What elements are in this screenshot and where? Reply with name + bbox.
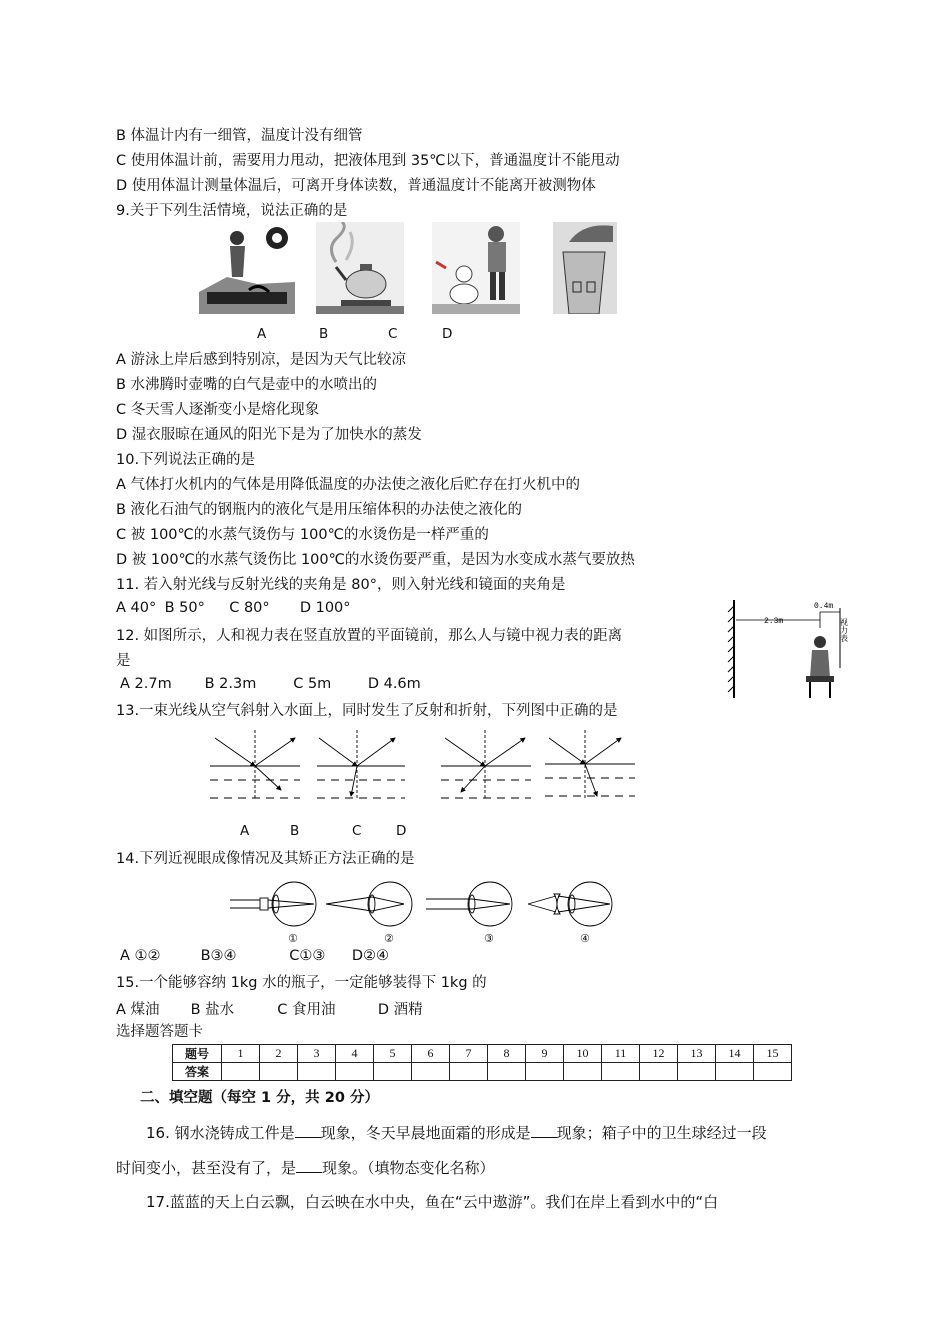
refraction-diagrams <box>205 730 645 810</box>
eye-chart-label: 视力表 <box>839 618 849 642</box>
answer-card-number: 6 <box>412 1045 450 1063</box>
q15-option-d: D 酒精 <box>377 1002 423 1018</box>
refraction-diagram-b <box>317 730 405 800</box>
eye-diagram-1 <box>230 882 316 926</box>
distance-label-1: 2.3m <box>764 617 784 626</box>
q14-option-b: B③④ <box>200 948 237 964</box>
q14-pic-label-3: ③ <box>484 932 494 945</box>
q12-options <box>120 676 421 692</box>
refraction-diagram-c <box>441 730 531 800</box>
q16-line2 <box>116 1158 495 1178</box>
snowman-picture <box>432 222 520 314</box>
drying-clothes-picture <box>553 222 617 314</box>
q10-stem: 10.下列说法正确的是 <box>116 452 256 468</box>
q16-part3: 现象；箱子中的卫生球经过一段 <box>556 1124 767 1142</box>
q9-pic-label-a: A <box>257 326 267 342</box>
q12-option-b: B 2.3m <box>204 676 257 692</box>
answer-card-number: 9 <box>526 1045 564 1063</box>
answer-cell[interactable] <box>222 1063 260 1081</box>
q13-pic-label-d: D <box>396 823 407 839</box>
eye-diagram-4 <box>528 882 612 926</box>
q16-part5: 现象。（填物态变化名称） <box>322 1159 495 1177</box>
q11-option-b: B 50° <box>164 600 205 616</box>
q10-option-a: A 气体打火机内的气体是用降低温度的办法使之液化后贮存在打火机中的 <box>116 477 581 493</box>
answer-cell[interactable] <box>640 1063 678 1081</box>
mirror-eye-chart-figure <box>726 598 860 702</box>
q13-pic-label-c: C <box>352 823 362 839</box>
answer-cell[interactable] <box>488 1063 526 1081</box>
q10-option-d: D 被 100℃的水蒸气烫伤比 100℃的水烫伤要严重，是因为水变成水蒸气要放热 <box>116 552 635 568</box>
answer-cell[interactable] <box>602 1063 640 1081</box>
q12-stem-line1: 12. 如图所示，人和视力表在竖直放置的平面镜前，那么人与镜中视力表的距离 <box>116 628 623 644</box>
refraction-diagram-a <box>210 730 300 800</box>
answer-card-number: 4 <box>336 1045 374 1063</box>
q16-blank-2[interactable] <box>531 1123 557 1138</box>
q9-pic-label-b: B <box>319 326 329 342</box>
q11-options <box>116 600 351 616</box>
q13-pic-label-a: A <box>240 823 250 839</box>
q9-option-a: A 游泳上岸后感到特别凉，是因为天气比较凉 <box>116 352 407 368</box>
answer-card-number-row <box>173 1045 792 1063</box>
answer-card-number-head: 题号 <box>173 1045 222 1063</box>
q9-stem: 9.关于下列生活情境，说法正确的是 <box>116 203 348 219</box>
q16-blank-3[interactable] <box>296 1158 322 1173</box>
answer-card-number: 7 <box>450 1045 488 1063</box>
answer-cell[interactable] <box>374 1063 412 1081</box>
q8-option-d: D 使用体温计测量体温后，可离开身体读数，普通温度计不能离开被测物体 <box>116 178 596 194</box>
q15-option-a: A 煤油 <box>116 1002 160 1018</box>
refraction-diagram-d <box>545 730 635 800</box>
q12-option-a: A 2.7m <box>120 676 172 692</box>
answer-card-title: 选择题答题卡 <box>116 1024 203 1040</box>
q9-option-c: C 冬天雪人逐渐变小是熔化现象 <box>116 402 320 418</box>
q9-option-d: D 湿衣服晾在通风的阳光下是为了加快水的蒸发 <box>116 427 422 443</box>
answer-card-number: 8 <box>488 1045 526 1063</box>
q12-option-c: C 5m <box>293 676 332 692</box>
q8-option-c: C 使用体温计前，需要用力甩动，把液体甩到 35℃以下，普通温度计不能甩动 <box>116 153 620 169</box>
q9-pic-label-c: C <box>388 326 398 342</box>
q10-option-c: C 被 100℃的水蒸气烫伤与 100℃的水烫伤是一样严重的 <box>116 527 489 543</box>
answer-card-number: 2 <box>260 1045 298 1063</box>
answer-cell[interactable] <box>412 1063 450 1081</box>
eye-diagram-2 <box>326 882 412 926</box>
q14-stem: 14.下列近视眼成像情况及其矫正方法正确的是 <box>116 851 415 867</box>
answer-card-number: 14 <box>716 1045 754 1063</box>
q14-option-a: A ①② <box>120 948 161 964</box>
section2-title: 二、填空题（每空 1 分，共 20 分） <box>140 1090 379 1106</box>
answer-card-number: 13 <box>678 1045 716 1063</box>
answer-card-number: 10 <box>564 1045 602 1063</box>
q16-line1 <box>146 1123 767 1143</box>
answer-card-number: 11 <box>602 1045 640 1063</box>
q17-text: 17.蓝蓝的天上白云飘，白云映在水中央，鱼在“云中遨游”。我们在岸上看到水中的“白 <box>146 1193 719 1211</box>
answer-cell[interactable] <box>678 1063 716 1081</box>
answer-card-number: 5 <box>374 1045 412 1063</box>
answer-card-number: 3 <box>298 1045 336 1063</box>
myopia-eye-diagrams <box>228 880 628 930</box>
q15-option-b: B 盐水 <box>190 1002 235 1018</box>
answer-card-number: 1 <box>222 1045 260 1063</box>
q11-stem: 11. 若入射光线与反射光线的夹角是 80°，则入射光线和镜面的夹角是 <box>116 577 566 593</box>
q15-stem: 15.一个能够容纳 1kg 水的瓶子，一定能够装得下 1kg 的 <box>116 975 487 991</box>
q10-option-b: B 液化石油气的钢瓶内的液化气是用压缩体积的办法使之液化的 <box>116 502 523 518</box>
distance-label-2: 0.4m <box>814 602 834 611</box>
q14-option-d: D②④ <box>351 948 389 964</box>
answer-cell[interactable] <box>450 1063 488 1081</box>
q16-part1: 16. 钢水浇铸成工件是 <box>146 1124 295 1142</box>
q15-options <box>116 998 423 1019</box>
q12-option-d: D 4.6m <box>367 676 421 692</box>
q16-part2: 现象，冬天早晨地面霜的形成是 <box>320 1124 531 1142</box>
q14-pic-label-2: ② <box>384 932 394 945</box>
kettle-picture <box>316 222 404 314</box>
q11-option-d: D 100° <box>299 600 351 616</box>
answer-cell[interactable] <box>754 1063 792 1081</box>
q15-option-c: C 食用油 <box>277 1002 336 1018</box>
q14-option-c: C①③ <box>289 948 326 964</box>
answer-card-table <box>172 1044 792 1081</box>
q9-pic-label-d: D <box>442 326 453 342</box>
answer-card-answer-row <box>173 1063 792 1081</box>
q9-option-b: B 水沸腾时壶嘴的白气是壶中的水喷出的 <box>116 377 378 393</box>
q16-part4: 时间变小，甚至没有了，是 <box>116 1159 297 1177</box>
q11-option-c: C 80° <box>229 600 270 616</box>
q14-pic-label-4: ④ <box>580 932 590 945</box>
q12-stem-line2: 是 <box>116 653 131 669</box>
q13-pic-label-b: B <box>290 823 300 839</box>
q11-option-a: A 40° <box>116 600 157 616</box>
q14-options <box>120 948 389 964</box>
swimmer-picture <box>197 222 295 314</box>
q8-option-b: B 体温计内有一细管，温度计没有细管 <box>116 128 363 144</box>
q13-stem: 13.一束光线从空气斜射入水面上，同时发生了反射和折射，下列图中正确的是 <box>116 703 618 719</box>
answer-card-number: 12 <box>640 1045 678 1063</box>
answer-card-number: 15 <box>754 1045 792 1063</box>
answer-cell[interactable] <box>716 1063 754 1081</box>
answer-cell[interactable] <box>564 1063 602 1081</box>
q16-blank-1[interactable] <box>295 1123 321 1138</box>
eye-diagram-3 <box>426 882 512 926</box>
answer-cell[interactable] <box>260 1063 298 1081</box>
answer-card-answer-head: 答案 <box>173 1063 222 1081</box>
answer-cell[interactable] <box>526 1063 564 1081</box>
answer-cell[interactable] <box>336 1063 374 1081</box>
q14-pic-label-1: ① <box>288 932 298 945</box>
answer-cell[interactable] <box>298 1063 336 1081</box>
